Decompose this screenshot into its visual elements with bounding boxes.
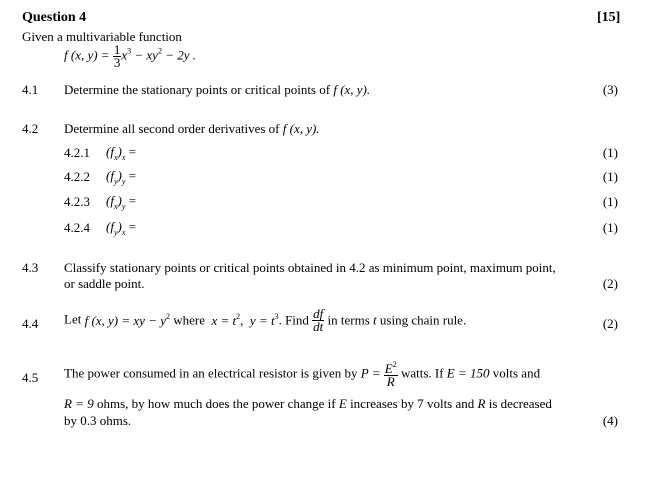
q45-E-value: E = 150 — [446, 365, 490, 381]
q45-E: E — [384, 361, 393, 376]
q45-R-value: R = 9 — [64, 396, 94, 411]
q45-text-f: is decreased — [488, 396, 552, 411]
coef-numerator: 1 — [113, 42, 121, 57]
part-text-math: f (x, y). — [333, 82, 371, 97]
part-marks: (3) — [602, 82, 618, 97]
part-text-math: f (x, y). — [282, 121, 320, 136]
q44-x-exponent: 2 — [236, 312, 241, 321]
q45-text-c: volts and — [492, 365, 541, 381]
coef-denominator: 3 — [113, 55, 121, 70]
part-number: 4.5 — [22, 370, 39, 385]
inner-variable: y — [113, 228, 118, 237]
term1-exponent: 3 — [127, 46, 132, 56]
part-text-body: Determine all second order derivatives of — [64, 121, 280, 136]
inner-variable: x — [113, 153, 118, 162]
function-lhs: f (x, y) = — [64, 47, 110, 63]
q44-comma: , — [240, 313, 244, 328]
subpart-number: 4.2.3 — [64, 194, 90, 209]
part-text-continued: or saddle point. — [64, 276, 145, 291]
part-text: Classify stationary points or critical points obtained in 4.2 as minimum point, maximum point, — [64, 260, 556, 275]
subpart-number: 4.2.1 — [64, 145, 90, 160]
subpart-derivative: $(f_y)_x$ = — [106, 219, 137, 237]
subpart-derivative: $(f_x)_x$ = — [106, 144, 137, 162]
intro-text: Given a multivariable function — [22, 29, 182, 44]
part-number: 4.1 — [22, 82, 39, 97]
question-title: Question 4 — [22, 10, 87, 25]
part-text — [64, 308, 466, 333]
q44-find: . Find — [278, 312, 309, 328]
subpart-number: 4.2.4 — [64, 220, 90, 235]
part-text-line2 — [64, 396, 552, 412]
q44-let: Let — [64, 311, 82, 327]
part-text-line3: by 0.3 ohms. — [64, 413, 132, 428]
part-number: 4.4 — [22, 316, 39, 331]
q45-text-b: watts. If — [400, 365, 444, 381]
q45-text-a: The power consumed in an electrical resistor is given by — [64, 365, 358, 381]
function-definition — [64, 44, 196, 69]
q44-function-exponent: 2 — [166, 312, 170, 321]
part-text-body: Determine the stationary points or critical points of — [64, 82, 331, 97]
q44-in-terms: in terms — [327, 312, 370, 328]
q44-df: df — [313, 306, 324, 321]
inner-variable: y — [113, 177, 118, 186]
q45-E-var: E — [338, 396, 347, 411]
part-marks: (4) — [602, 413, 618, 428]
q45-text-d: ohms, by how much does the power change if — [96, 396, 336, 411]
q44-x-def — [212, 313, 244, 328]
term1: x — [121, 47, 128, 63]
q45-power-fraction — [384, 359, 398, 388]
q44-dt: dt — [313, 319, 324, 334]
q44-where: where — [173, 312, 206, 328]
part-text — [64, 121, 320, 137]
q45-P: P = — [360, 365, 381, 381]
term2-exponent: 2 — [157, 46, 162, 56]
part-text — [64, 82, 370, 98]
outer-variable: y — [121, 177, 126, 186]
q44-y-body: y = t — [249, 313, 275, 328]
outer-variable: x — [121, 153, 126, 162]
part-text-line1 — [64, 359, 540, 388]
q44-t: t — [373, 312, 377, 328]
outer-variable: y — [121, 202, 126, 211]
q44-x-body: x = t — [211, 313, 237, 328]
q44-function-body: f (x, y) = xy − y — [84, 313, 166, 328]
part-number: 4.2 — [22, 121, 39, 136]
q44-y-def — [250, 313, 279, 328]
q45-E-exponent: 2 — [392, 360, 397, 369]
subpart-marks: (1) — [602, 169, 618, 184]
q44-derivative-fraction — [312, 308, 324, 333]
subpart-derivative: $(f_y)_y$ = — [106, 168, 137, 186]
q44-chain-rule: using chain rule. — [379, 312, 467, 328]
total-marks: [15] — [597, 10, 621, 25]
q44-y-exponent: 3 — [274, 312, 279, 321]
q45-R-var: R — [477, 396, 486, 411]
term3: − 2y . — [165, 47, 196, 63]
subpart-number: 4.2.2 — [64, 169, 90, 184]
q44-function — [85, 313, 170, 328]
subpart-marks: (1) — [602, 145, 618, 160]
q45-text-e: increases by 7 volts and — [350, 396, 475, 411]
inner-variable: x — [113, 202, 118, 211]
outer-variable: x — [121, 228, 126, 237]
part-number: 4.3 — [22, 260, 39, 275]
subpart-marks: (1) — [602, 220, 618, 235]
term2: − xy — [134, 47, 158, 63]
subpart-derivative: $(f_x)_y$ = — [106, 193, 137, 211]
q45-R: R — [386, 374, 395, 389]
part-marks: (2) — [602, 316, 618, 331]
part-marks: (2) — [602, 276, 618, 291]
subpart-marks: (1) — [602, 194, 618, 209]
